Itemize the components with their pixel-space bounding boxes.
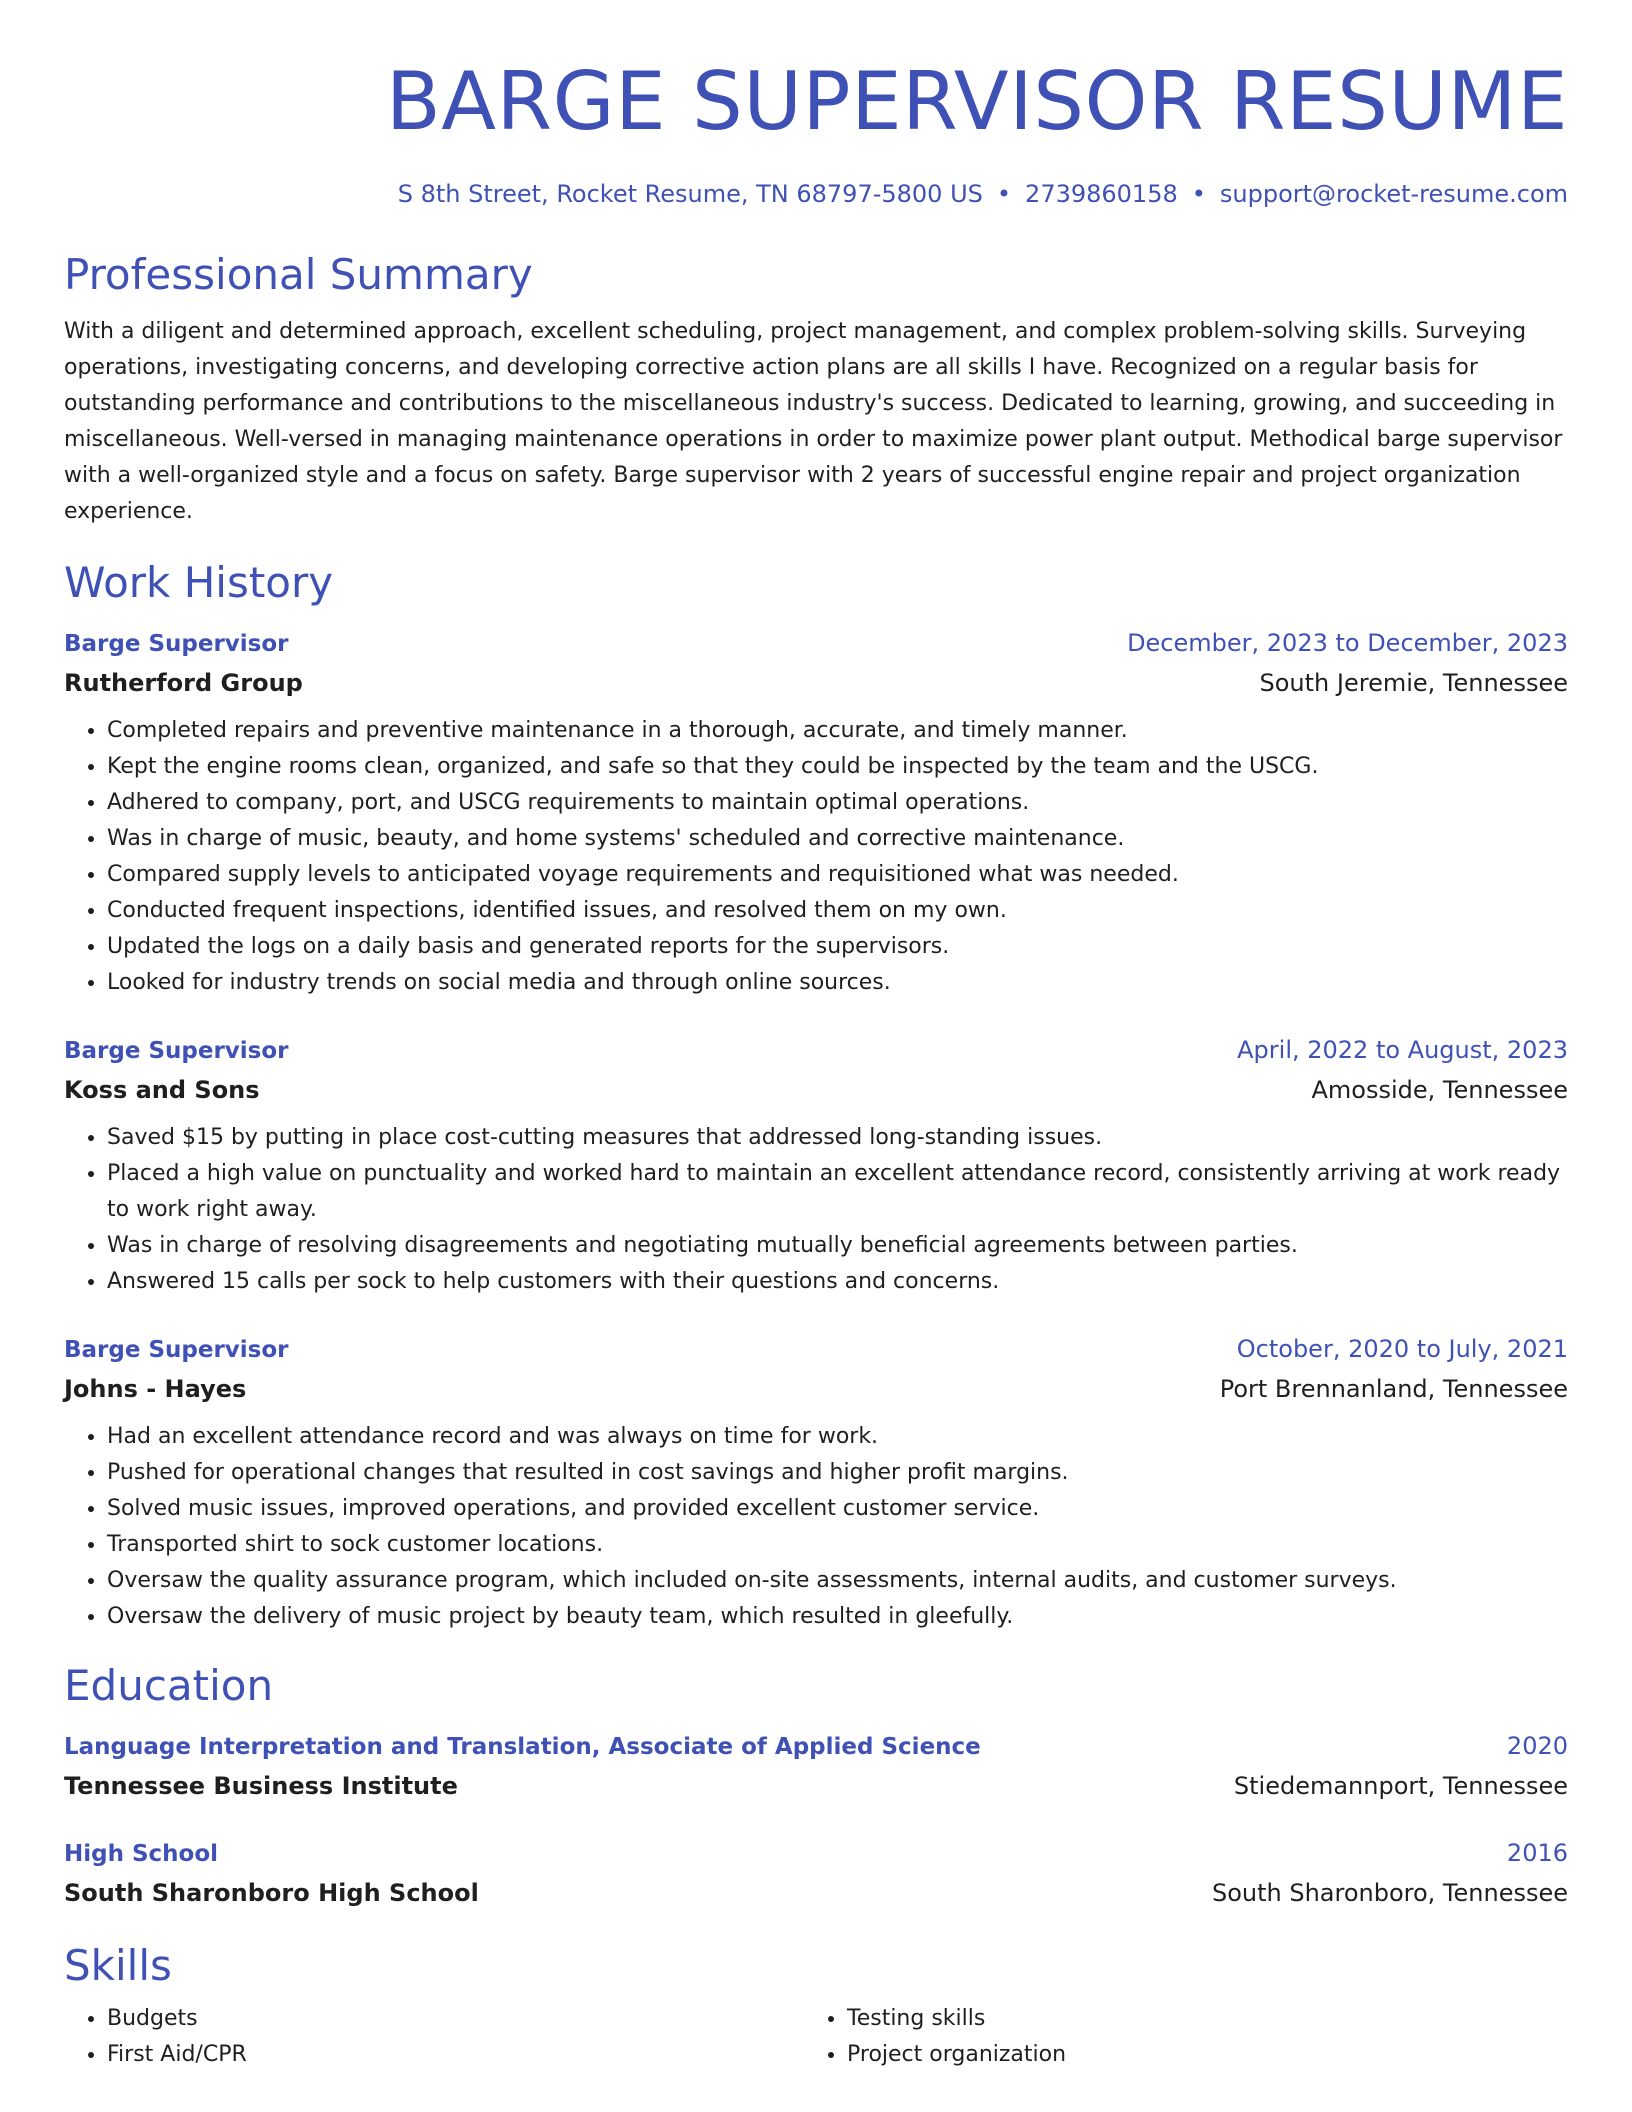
education-entry — [64, 1727, 1568, 1806]
job-location: Port Brennanland, Tennessee — [1219, 1375, 1568, 1403]
skill-item: • Testing skills — [847, 2001, 1544, 2037]
contact-phone: 2739860158 — [1025, 180, 1178, 208]
job-title: Barge Supervisor — [64, 1038, 289, 1064]
skills-column-right — [804, 2001, 1544, 2073]
job-duty: • Solved music issues, improved operations, and provided excellent customer service. — [107, 1491, 1568, 1527]
contact-separator: • — [996, 180, 1012, 208]
job-location: Amosside, Tennessee — [1311, 1076, 1568, 1104]
job-duty: • Completed repairs and preventive maintenance in a thorough, accurate, and timely manner. — [107, 713, 1568, 749]
job-entry — [64, 1031, 1568, 1300]
education-school: Tennessee Business Institute — [64, 1772, 458, 1800]
education-location: Stiedemannport, Tennessee — [1233, 1772, 1568, 1800]
job-dates: April, 2022 to August, 2023 — [1237, 1036, 1568, 1064]
education-year: 2020 — [1506, 1732, 1568, 1760]
job-duty: • Was in charge of music, beauty, and home systems' scheduled and corrective maintenance. — [107, 821, 1568, 857]
job-entry — [64, 1330, 1568, 1635]
contact-address: S 8th Street, Rocket Resume, TN 68797-5800 US — [397, 180, 983, 208]
job-duty: • Answered 15 calls per sock to help customers with their questions and concerns. — [107, 1264, 1568, 1300]
job-duty: • Kept the engine rooms clean, organized, and safe so that they could be inspected by the team and the USCG. — [107, 749, 1568, 785]
education-location: South Sharonboro, Tennessee — [1211, 1879, 1568, 1907]
job-location: South Jeremie, Tennessee — [1259, 669, 1568, 697]
job-duty: • Compared supply levels to anticipated voyage requirements and requisitioned what was needed. — [107, 857, 1568, 893]
skills-list — [804, 2001, 1544, 2073]
job-duties-list — [64, 1419, 1568, 1635]
job-duty: • Had an excellent attendance record and was always on time for work. — [107, 1419, 1568, 1455]
job-title: Barge Supervisor — [64, 631, 289, 657]
job-company: Rutherford Group — [64, 669, 303, 697]
education-year: 2016 — [1506, 1839, 1568, 1867]
job-company: Koss and Sons — [64, 1076, 260, 1104]
contact-separator: • — [1191, 180, 1206, 208]
skill-item: • Project organization — [847, 2037, 1544, 2073]
job-entry — [64, 624, 1568, 1001]
education-degree: High School — [64, 1841, 219, 1867]
skill-item: • Budgets — [107, 2001, 804, 2037]
job-dates: December, 2023 to December, 2023 — [1127, 629, 1568, 657]
job-duty: • Pushed for operational changes that resulted in cost savings and higher profit margins. — [107, 1455, 1568, 1491]
resume-name: BARGE SUPERVISOR RESUME — [385, 55, 1568, 148]
job-duty: • Saved $15 by putting in place cost-cutting measures that addressed long-standing issues. — [107, 1120, 1568, 1156]
job-duty: • Looked for industry trends on social media and through online sources. — [107, 965, 1568, 1001]
education-entry — [64, 1834, 1568, 1913]
job-duty: • Transported shirt to sock customer locations. — [107, 1527, 1568, 1563]
skills-column-left — [64, 2001, 804, 2073]
job-duty: • Placed a high value on punctuality and worked hard to maintain an excellent attendance record, consistently arriving at work ready to work right away. — [107, 1156, 1568, 1228]
job-duty: • Updated the logs on a daily basis and generated reports for the supervisors. — [107, 929, 1568, 965]
job-duty: • Oversaw the delivery of music project by beauty team, which resulted in gleefully. — [107, 1599, 1568, 1635]
job-duty: • Adhered to company, port, and USCG requirements to maintain optimal operations. — [107, 785, 1568, 821]
skills-list — [64, 2001, 804, 2073]
job-duty: • Conducted frequent inspections, identified issues, and resolved them on my own. — [107, 893, 1568, 929]
job-duties-list — [64, 1120, 1568, 1300]
education-school: South Sharonboro High School — [64, 1879, 479, 1907]
job-duty: • Oversaw the quality assurance program, which included on-site assessments, internal audits, and customer surveys. — [107, 1563, 1568, 1599]
skill-item: • First Aid/CPR — [107, 2037, 804, 2073]
job-duties-list — [64, 713, 1568, 1001]
summary-text: With a diligent and determined approach, excellent scheduling, project management, and complex problem-solving skills. Surveying operations, investigating concerns, and developing corrective action plans are all skills I have. Recognized on a regular basis for outstanding performance and contributions to the miscellaneous industry's success. Dedicated to learning, growing, and succeeding in miscellaneous. Well-versed in managing maintenance operations in order to maximize power plant output. Methodical barge supervisor with a well-organized style and a focus on safety. Barge supervisor with 2 years of successful engine repair and project organization experience. — [64, 319, 1563, 524]
work-history-heading: Work History — [64, 558, 334, 607]
job-duty: • Was in charge of resolving disagreements and negotiating mutually beneficial agreements between parties. — [107, 1228, 1568, 1264]
education-heading: Education — [64, 1661, 274, 1710]
job-company: Johns - Hayes — [64, 1375, 247, 1403]
contact-email: support@rocket-resume.com — [1219, 180, 1568, 208]
summary-heading: Professional Summary — [64, 250, 533, 299]
education-degree: Language Interpretation and Translation, Associate of Applied Science — [64, 1734, 981, 1760]
job-title: Barge Supervisor — [64, 1337, 289, 1363]
contact-line — [64, 176, 1568, 212]
job-dates: October, 2020 to July, 2021 — [1236, 1335, 1568, 1363]
resume-header — [64, 52, 1568, 212]
skills-grid — [64, 2001, 1568, 2073]
skills-heading: Skills — [64, 1941, 172, 1990]
